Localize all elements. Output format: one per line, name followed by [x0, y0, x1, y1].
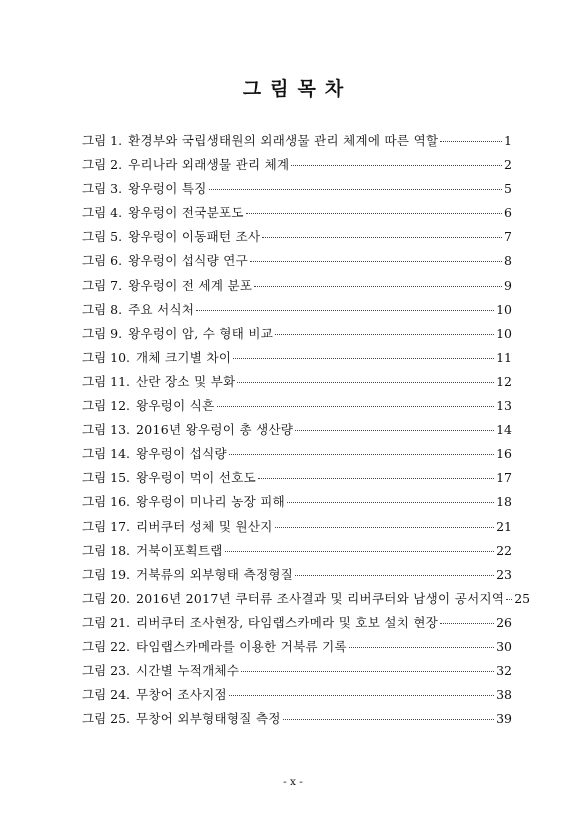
figure-number: 그림 12.: [82, 398, 131, 414]
figure-caption: 무창어 외부형태형질 측정: [136, 711, 281, 727]
page-reference: 39: [496, 711, 512, 727]
figure-number: 그림 3.: [82, 181, 123, 197]
dot-leader: [196, 310, 494, 311]
toc-entry[interactable]: [82, 179, 512, 203]
toc-entry[interactable]: [82, 372, 512, 396]
figure-caption: 왕우렁이 섭식량: [136, 446, 227, 462]
toc-entry[interactable]: [82, 276, 512, 300]
page-reference: 9: [504, 277, 512, 293]
figure-caption: 2016년 2017년 쿠터류 조사결과 및 리버쿠터와 남생이 공서지역: [136, 590, 505, 606]
toc-entry[interactable]: [82, 420, 512, 444]
toc-entry[interactable]: [82, 227, 512, 251]
figure-caption: 왕우렁이 섭식량 연구: [128, 253, 248, 269]
figure-number: 그림 25.: [82, 711, 131, 727]
dot-leader: [217, 406, 495, 407]
page-reference: 14: [496, 422, 512, 438]
dot-leader: [254, 286, 502, 287]
figure-number: 그림 16.: [82, 494, 131, 510]
figure-number: 그림 20.: [82, 590, 131, 606]
page-reference: 25: [514, 590, 531, 606]
page-reference: 13: [496, 398, 512, 414]
page-reference: 16: [496, 446, 512, 462]
dot-leader: [246, 213, 502, 214]
figure-caption: 리버쿠터 조사현장, 타임랩스카메라 및 호보 설치 현장: [136, 614, 439, 630]
dot-leader: [291, 165, 502, 166]
toc-entry[interactable]: [82, 468, 512, 492]
figure-number: 그림 24.: [82, 687, 131, 703]
toc-entry[interactable]: [82, 613, 512, 637]
toc-entry[interactable]: [82, 517, 512, 541]
page-reference: 26: [496, 614, 512, 630]
toc-entry[interactable]: [82, 324, 512, 348]
figure-caption: 산란 장소 및 부화: [136, 373, 236, 389]
figure-number: 그림 2.: [82, 157, 123, 173]
page-reference: 5: [504, 181, 512, 197]
dot-leader: [209, 189, 502, 190]
toc-entry[interactable]: [82, 541, 512, 565]
figure-caption: 타임랩스카메라를 이용한 거북류 기록: [136, 638, 347, 654]
toc-entry[interactable]: [82, 251, 512, 275]
dot-leader: [506, 599, 512, 600]
figure-number: 그림 10.: [82, 349, 131, 365]
dot-leader: [349, 647, 494, 648]
page-reference: 38: [496, 687, 512, 703]
page-reference: 17: [496, 470, 512, 486]
figure-number: 그림 22.: [82, 638, 131, 654]
toc-entry[interactable]: [82, 444, 512, 468]
toc-entry[interactable]: [82, 155, 512, 179]
page-reference: 32: [496, 663, 512, 679]
page-reference: 7: [504, 229, 512, 245]
figure-number: 그림 19.: [82, 566, 131, 582]
toc-entry[interactable]: [82, 396, 512, 420]
toc-entry[interactable]: [82, 637, 512, 661]
page-reference: 21: [496, 518, 512, 534]
page-reference: 10: [496, 325, 512, 341]
figure-number: 그림 23.: [82, 663, 131, 679]
dot-leader: [250, 261, 502, 262]
figure-number: 그림 14.: [82, 446, 131, 462]
dot-leader: [275, 334, 494, 335]
figure-caption: 거북이포획트랩: [136, 542, 223, 558]
toc-entry[interactable]: [82, 131, 512, 155]
dot-leader: [237, 382, 494, 383]
dot-leader: [258, 478, 494, 479]
dot-leader: [440, 623, 494, 624]
dot-leader: [275, 527, 495, 528]
figure-number: 그림 9.: [82, 325, 123, 341]
toc-entry[interactable]: [82, 709, 512, 733]
toc-entry[interactable]: [82, 565, 512, 589]
figure-number: 그림 6.: [82, 253, 123, 269]
figure-caption: 왕우렁이 이동패턴 조사: [128, 229, 261, 245]
dot-leader: [440, 141, 502, 142]
figure-caption: 왕우렁이 전 세계 분포: [128, 277, 253, 293]
figure-number: 그림 4.: [82, 205, 123, 221]
figure-caption: 2016년 왕우렁이 총 생산량: [136, 422, 294, 438]
page-reference: 12: [496, 373, 512, 389]
dot-leader: [295, 430, 494, 431]
figure-number: 그림 11.: [82, 373, 131, 389]
figure-caption: 시간별 누적개체수: [136, 663, 240, 679]
page-reference: 1: [504, 133, 512, 148]
page-reference: 2: [504, 157, 512, 173]
figure-number: 그림 17.: [82, 518, 131, 534]
toc-entry[interactable]: [82, 348, 512, 372]
page-reference: 8: [504, 253, 512, 269]
dot-leader: [287, 502, 494, 503]
toc-entry[interactable]: [82, 661, 512, 685]
figure-number: 그림 15.: [82, 470, 131, 486]
toc-entry[interactable]: [82, 492, 512, 516]
figure-caption: 왕우렁이 먹이 선호도: [136, 470, 256, 486]
page-reference: 30: [496, 638, 512, 654]
figure-number: 그림 5.: [82, 229, 123, 245]
toc-entry[interactable]: [82, 203, 512, 227]
page-reference: 22: [496, 542, 512, 558]
page-reference: 10: [496, 301, 512, 317]
dot-leader: [233, 358, 494, 359]
page-number: - x -: [283, 776, 303, 788]
dot-leader: [229, 454, 494, 455]
figure-caption: 왕우렁이 식흔: [136, 398, 215, 414]
figure-number: 그림 13.: [82, 422, 131, 438]
figure-number: 그림 1.: [82, 133, 123, 148]
dot-leader: [225, 551, 494, 552]
dot-leader: [283, 719, 494, 720]
toc-entry[interactable]: [82, 300, 512, 324]
dot-leader: [229, 695, 494, 696]
dot-leader: [241, 671, 494, 672]
figure-caption: 왕우렁이 특징: [128, 181, 207, 197]
figure-caption: 주요 서식처: [128, 301, 195, 317]
toc-entry[interactable]: [82, 589, 531, 613]
figure-caption: 리버쿠터 성체 및 원산지: [136, 518, 273, 534]
page-reference: 11: [496, 349, 512, 365]
figure-caption: 왕우렁이 암, 수 형태 비교: [128, 325, 274, 341]
figure-caption: 거북류의 외부형태 측정형질: [136, 566, 294, 582]
figure-caption: 우리나라 외래생물 관리 체계: [128, 157, 290, 173]
figure-caption: 왕우렁이 전국분포도: [128, 205, 244, 221]
toc-entry[interactable]: [82, 685, 512, 709]
page-reference: 23: [496, 566, 512, 582]
figure-list: [82, 131, 531, 733]
figure-caption: 개체 크기별 차이: [136, 349, 232, 365]
page-title: 그림목차: [242, 78, 353, 100]
page-reference: 18: [496, 494, 512, 510]
dot-leader: [295, 575, 494, 576]
dot-leader: [262, 237, 502, 238]
figure-caption: 왕우렁이 미나리 농장 피해: [136, 494, 285, 510]
figure-number: 그림 18.: [82, 542, 131, 558]
figure-number: 그림 7.: [82, 277, 123, 293]
figure-number: 그림 8.: [82, 301, 123, 317]
page-reference: 6: [504, 205, 512, 221]
figure-number: 그림 21.: [82, 614, 131, 630]
figure-caption: 무창어 조사지점: [136, 687, 227, 703]
figure-caption: 환경부와 국립생태원의 외래생물 관리 체계에 따른 역할: [128, 133, 439, 148]
